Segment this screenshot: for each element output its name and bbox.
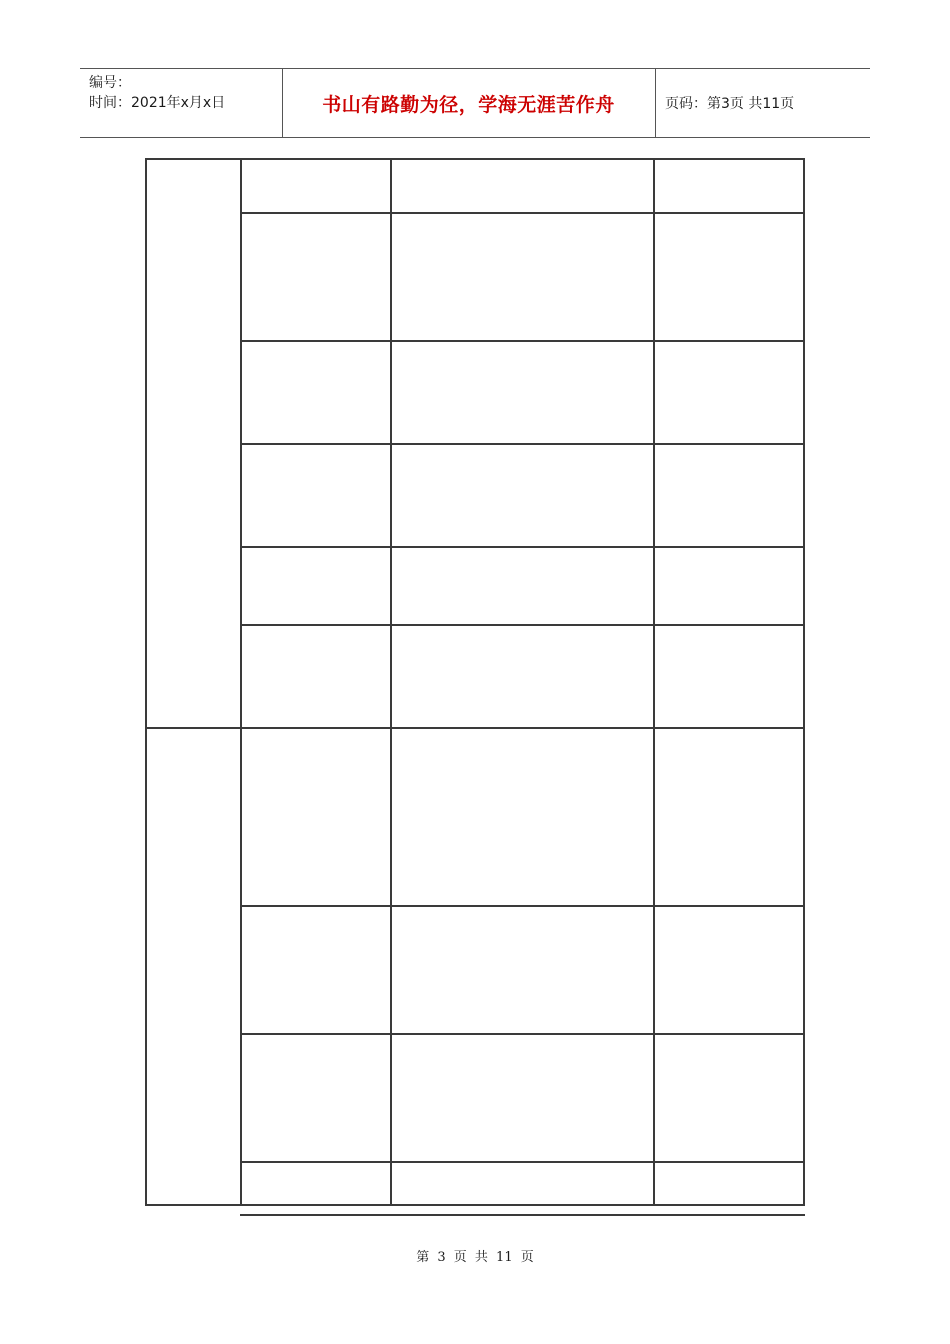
item-line [398, 1035, 651, 1060]
item-line [398, 392, 651, 417]
item-line [398, 445, 651, 470]
item-line [398, 1007, 651, 1032]
row-rule [240, 1214, 805, 1216]
item-line [398, 804, 651, 829]
item-line [398, 548, 651, 573]
item-line [398, 982, 651, 1007]
level-cell [657, 213, 801, 340]
item-line [398, 907, 651, 932]
column-rule [390, 158, 392, 1206]
level-line [657, 1007, 801, 1032]
items-cell [398, 626, 651, 728]
item-line [398, 573, 651, 598]
items-cell [398, 1035, 651, 1162]
column-rule [240, 158, 242, 1206]
item-line [398, 957, 651, 982]
topic-cell [244, 341, 388, 443]
level-cell [657, 547, 801, 624]
level-cell [657, 625, 801, 727]
item-line [398, 1110, 651, 1135]
item-line [398, 1085, 651, 1110]
item-line [398, 1135, 651, 1160]
level-cell [657, 907, 801, 1034]
topic-cell [244, 444, 388, 546]
topic-cell [244, 547, 388, 624]
item-line [398, 495, 651, 520]
table-bottom-rule [145, 1204, 805, 1206]
column-rule [653, 158, 655, 1206]
level-line [657, 829, 801, 854]
level-cell [657, 1162, 801, 1214]
item-line [398, 520, 651, 545]
section-title-cell [148, 160, 238, 728]
item-line [398, 186, 651, 211]
topic-cell [244, 1034, 388, 1161]
item-line [398, 854, 651, 879]
item-line [398, 342, 651, 367]
header-page-info: 页码：第3页 共11页 [665, 96, 795, 112]
item-line [398, 598, 651, 623]
item-line [398, 239, 651, 264]
item-line [398, 729, 651, 754]
item-line [398, 470, 651, 495]
item-line [398, 1163, 651, 1188]
column-rule [145, 158, 147, 1206]
topic-cell [244, 213, 388, 340]
items-cell [398, 548, 651, 625]
document-time-label: 时间：2021年x月x日 [89, 95, 226, 111]
topic-cell [244, 625, 388, 727]
level-line [657, 804, 801, 829]
level-line [657, 754, 801, 779]
item-line [398, 932, 651, 957]
level-cell [657, 444, 801, 546]
level-cell [657, 341, 801, 443]
item-line [398, 289, 651, 314]
items-cell [398, 729, 651, 906]
items-cell [398, 161, 651, 213]
level-cell [657, 1034, 801, 1161]
level-cell [657, 729, 801, 906]
item-line [398, 161, 651, 186]
topic-cell [244, 728, 388, 905]
header-divider [655, 69, 656, 137]
items-cell [398, 445, 651, 547]
item-line [398, 879, 651, 904]
level-line [657, 854, 801, 879]
level-line [657, 932, 801, 957]
section-rule [145, 727, 805, 729]
item-line [398, 651, 651, 676]
document-number-label: 编号： [89, 75, 131, 91]
topic-cell [244, 1162, 388, 1214]
level-line [657, 982, 801, 1007]
topic-cell [244, 160, 388, 212]
items-cell [398, 342, 651, 444]
page-header [80, 68, 870, 138]
syllabus-table [145, 158, 805, 1206]
item-line [398, 829, 651, 854]
item-line [398, 214, 651, 239]
page-footer: 第 3 页 共 11 页 [416, 1250, 534, 1265]
level-line [657, 779, 801, 804]
table-top-rule [145, 158, 805, 160]
item-line [398, 701, 651, 726]
items-cell [398, 907, 651, 1034]
header-motto: 书山有路勤为径，学海无涯苦作舟 [322, 93, 615, 116]
level-line [657, 907, 801, 932]
level-line [657, 729, 801, 754]
item-line [398, 754, 651, 779]
item-line [398, 676, 651, 701]
item-line [398, 367, 651, 392]
item-line [398, 417, 651, 442]
items-cell [398, 1163, 651, 1215]
item-line [398, 626, 651, 651]
section-title-cell [148, 728, 238, 1215]
item-line [398, 1188, 651, 1213]
item-line [398, 1060, 651, 1085]
item-line [398, 264, 651, 289]
level-line [657, 957, 801, 982]
header-meta [89, 73, 225, 113]
column-rule [803, 158, 805, 1206]
item-line [398, 779, 651, 804]
item-line [398, 314, 651, 339]
level-line [657, 879, 801, 904]
topic-cell [244, 906, 388, 1033]
items-cell [398, 214, 651, 341]
